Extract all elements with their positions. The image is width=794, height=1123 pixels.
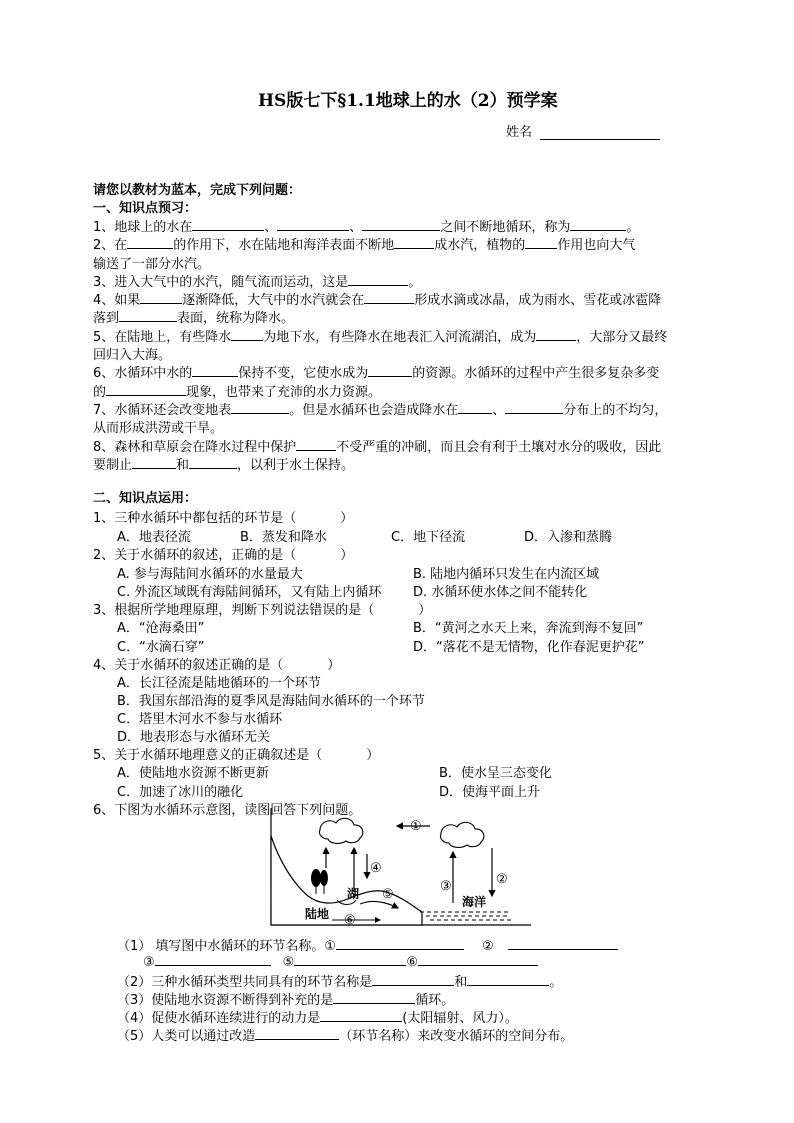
land-cloud-icon [319, 818, 362, 843]
page-title: HS版七下§1.1地球上的水（2）预学案 [258, 91, 558, 111]
q5-option-d[interactable]: D．使海平面上升 [439, 785, 541, 800]
water-cycle-diagram [270, 808, 531, 926]
label-5: ⑤ [382, 887, 394, 902]
q2-option-b[interactable]: B. 陆地内循环只发生在内流区域 [413, 567, 600, 582]
name-label: 姓名 [506, 125, 533, 140]
section2-heading: 二、知识点运用： [93, 491, 198, 506]
land-surface [271, 836, 422, 925]
q3-option-b[interactable]: B．“黄河之水天上来，奔流到海不复回” [413, 621, 644, 636]
q6-stem: 6、下图为水循环示意图，读图回答下列问题。 [93, 803, 362, 818]
label-2: ② [496, 872, 508, 887]
q6-sub3: （3）使陆地水资源不断得到补充的是 循环。 [117, 993, 455, 1008]
label-1: ① [410, 819, 422, 834]
q1-option-b[interactable]: B．蒸发和降水 [240, 530, 327, 545]
s1-line-10: 的 现象，也带来了充沛的水力资源。 [93, 384, 382, 400]
q1-option-c[interactable]: C．地下径流 [391, 530, 466, 545]
ocean-water [420, 912, 512, 920]
q6-sub1-line2: ③ ⑤ ⑥ [143, 953, 538, 970]
label-4: ④ [370, 861, 382, 876]
q4-option-c[interactable]: C．塔里木河水不参与水循环 [117, 712, 283, 727]
q4-option-a[interactable]: A．长江径流是陆地循环的一个环节 [117, 676, 321, 691]
section1-body [93, 218, 713, 474]
name-field[interactable] [506, 121, 660, 140]
s1-line-5: 4、如果 逐渐降低，大气中的水汽就会在 形成水滴或冰晶，成为雨水、雪花或冰雹降 [93, 293, 662, 309]
intro-text: 请您以教材为蓝本，完成下列问题： [93, 183, 302, 198]
s1-line-6: 落到 表面，统称为降水。 [93, 311, 295, 327]
q3-stem: 3、根据所学地理原理，判断下列说法错误的是（ ） [93, 603, 432, 618]
s1-line-4: 3、进入大气中的水汽，随气流而运动，这是 。 [93, 274, 422, 290]
q3-option-c[interactable]: C．“水滴石穿” [117, 640, 205, 655]
q5-option-b[interactable]: B．使水呈三态变化 [439, 766, 552, 781]
q6-sub1-line1: （1） 填写图中水循环的环节名称。① ② [117, 935, 618, 954]
q6-sub5: （5）人类可以通过改造 （环节名称）来改变水循环的空间分布。 [117, 1029, 574, 1044]
s1-line-13: 8、森林和草原会在降水过程中保护 不受严重的冲刷，而且会有利于土壤对水分的吸收，因此 [93, 439, 662, 455]
q2-option-c[interactable]: C. 外流区域既有海陆间循环，又有陆上内循环 [117, 585, 382, 600]
q5-option-c[interactable]: C．加速了冰川的融化 [117, 785, 244, 800]
lake-label: 湖 [347, 887, 360, 901]
q2-option-d[interactable]: D. 水循环使水体之间不能转化 [413, 585, 588, 600]
q2-stem: 2、关于水循环的叙述，正确的是（ ） [93, 548, 354, 563]
q6-sub2: （2）三种水循环类型共同具有的环节名称是 和 。 [117, 975, 563, 990]
q2-option-a[interactable]: A. 参与海陆间水循环的水量最大 [117, 567, 303, 582]
label-6: ⑥ [344, 913, 356, 926]
s1-line-8: 回归入大海。 [93, 348, 172, 364]
trees-icon [311, 869, 328, 894]
s1-line-3: 输送了一部分水汽。 [93, 256, 211, 272]
q5-stem: 5、关于水循环地理意义的正确叙述是（ ） [93, 748, 380, 763]
ocean-label: 海洋 [462, 895, 487, 909]
s1-line-7: 5、在陆地上，有些降水 为地下水，有些降水在地表汇入河流湖泊，成为 ，大部分又最终 [93, 329, 668, 345]
q4-option-b[interactable]: B．我国东部沿海的夏季风是海陆间水循环的一个环节 [117, 694, 425, 709]
land-label: 陆地 [305, 907, 330, 921]
s1-line-9: 6、水循环中水的 保持不变，它使水成为 的资源。水循环的过程中产生很多复杂多变 [93, 366, 660, 382]
q3-option-a[interactable]: A．“沧海桑田” [117, 621, 205, 636]
s1-line-11: 7、水循环还会改变地表 。但是水循环也会造成降水在 、 分布上的不均匀， [93, 402, 668, 418]
s1-line-12: 从而形成洪涝或干旱。 [93, 421, 224, 437]
q4-option-d[interactable]: D．地表形态与水循环无关 [117, 730, 271, 745]
q6-sub4: （4）促使水循环连续进行的动力是 (太阳辐射、风力）。 [117, 1011, 518, 1026]
s1-line-2: 2、在 的作用下，水在陆地和海洋表面不断地 成水汽，植物的 作用也向大气 [93, 238, 636, 254]
section1-heading: 一、知识点预习： [93, 201, 198, 216]
s1-line-1: 1、地球上的水在 、 、 之间不断地循环，称为 。 [93, 220, 640, 235]
name-blank[interactable] [540, 126, 660, 140]
s1-line-14: 要制止 和 ，以利于水土保持。 [93, 457, 355, 473]
label-3: ③ [440, 879, 452, 894]
q1-option-a[interactable]: A．地表径流 [117, 530, 191, 545]
q4-stem: 4、关于水循环的叙述正确的是（ ） [93, 658, 341, 673]
q3-option-d[interactable]: D．“落花不是无情物，化作春泥更护花” [413, 640, 645, 655]
q1-stem: 1、三种水循环中都包括的环节是（ ） [93, 511, 354, 526]
q1-option-d[interactable]: D．入渗和蒸腾 [524, 530, 613, 545]
q5-option-a[interactable]: A．使陆地水资源不断更新 [117, 766, 269, 781]
ocean-cloud-icon [440, 822, 483, 847]
